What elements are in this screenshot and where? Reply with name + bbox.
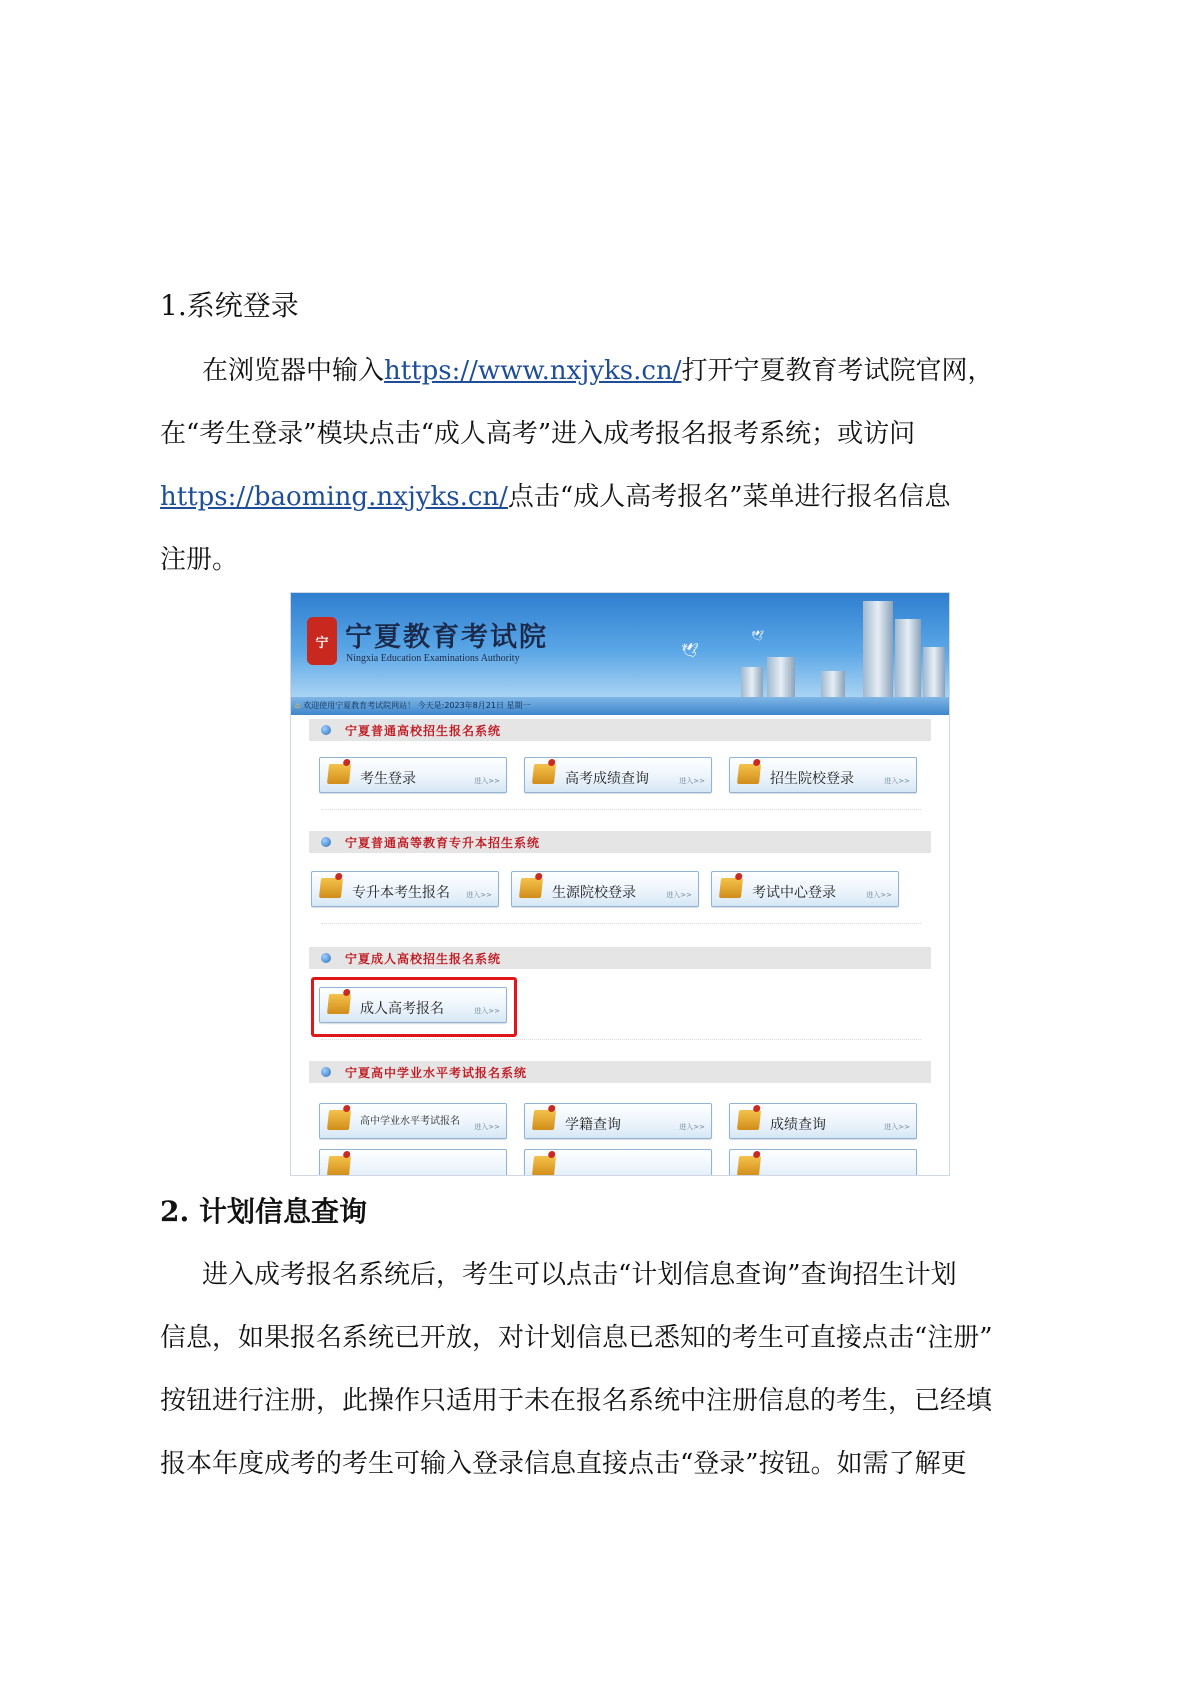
student-login-button[interactable]: 考生登录 进入>> [319, 757, 507, 793]
para-line-4: 报本年度成考的考生可输入登录信息直接点击“登录”按钮。如需了解更 [160, 1449, 967, 1479]
divider [321, 923, 921, 924]
section-gaokao: 宁夏普通高校招生报名系统 [309, 719, 931, 741]
folder-icon [532, 1110, 556, 1130]
folder-icon [737, 764, 761, 784]
partial-button[interactable] [319, 1149, 507, 1176]
section-heading-login: 1.系统登录 [160, 289, 299, 322]
folder-icon [719, 878, 743, 898]
partial-button[interactable] [524, 1149, 712, 1176]
folder-icon [737, 1156, 761, 1176]
para-line-2: 信息，如果报名系统已开放，对计划信息已悉知的考生可直接点击“注册” [160, 1323, 993, 1353]
para-line-1: 进入成考报名系统后，考生可以点击“计划信息查询”查询招生计划 [202, 1260, 957, 1290]
folder-icon [327, 764, 351, 784]
skyline-building [895, 619, 921, 697]
para-line-3: 按钮进行注册，此操作只适用于未在报名系统中注册信息的考生，已经填 [160, 1386, 993, 1416]
section-academic-level: 宁夏高中学业水平考试报名系统 [309, 1061, 931, 1083]
section-adult-exam: 宁夏成人高校招生报名系统 [309, 947, 931, 969]
skyline-building [741, 667, 763, 697]
para-line-2: 在“考生登录”模块点击“成人高考”进入成考报名报考系统；或访问 [160, 419, 916, 449]
para-line-1: 在浏览器中输入https://www.nxjyks.cn/打开宁夏教育考试院官网， [202, 356, 994, 386]
dove-icon: 🕊 [751, 631, 764, 642]
folder-icon [519, 878, 543, 898]
score-query-button[interactable]: 高考成绩查询 进入>> [524, 757, 712, 793]
para-line-3: https://baoming.nxjyks.cn/点击“成人高考报名”菜单进行报名信息 [160, 482, 951, 512]
divider [321, 809, 921, 810]
folder-icon [737, 1110, 761, 1130]
grade-query-button[interactable]: 成绩查询 进入>> [729, 1103, 917, 1139]
section-heading-plan-query: 2. 计划信息查询 [160, 1195, 367, 1228]
login-instructions [160, 340, 1045, 592]
section-zhuanshengben: 宁夏普通高等教育专升本招生系统 [309, 831, 931, 853]
brand-title: 宁夏教育考试院 [345, 622, 548, 653]
bullet-icon [321, 1067, 331, 1077]
folder-icon [532, 764, 556, 784]
plan-query-instructions [160, 1244, 1045, 1496]
exam-center-login-button[interactable]: 考试中心登录 进入>> [711, 871, 899, 907]
authority-seal-logo: 宁 [307, 617, 337, 665]
skyline-building [863, 601, 893, 697]
registration-site-link[interactable]: https://baoming.nxjyks.cn/ [160, 482, 508, 512]
folder-icon [327, 1156, 351, 1176]
para-line-4: 注册。 [160, 545, 239, 575]
bullet-icon [321, 725, 331, 735]
folder-icon [319, 878, 343, 898]
website-screenshot [290, 592, 950, 1176]
brand-subtitle: Ningxia Education Examinations Authority [346, 653, 520, 664]
adult-exam-registration-button[interactable]: 成人高考报名 进入>> [319, 987, 507, 1023]
official-site-link[interactable]: https://www.nxjyks.cn/ [384, 356, 682, 386]
site-banner [291, 593, 949, 697]
bullet-icon [321, 953, 331, 963]
source-college-login-button[interactable]: 生源院校登录 进入>> [511, 871, 699, 907]
college-login-button[interactable]: 招生院校登录 进入>> [729, 757, 917, 793]
dove-icon: 🕊 [681, 643, 699, 659]
upgrade-registration-button[interactable]: 专升本考生报名 进入>> [311, 871, 499, 907]
bullet-icon [321, 837, 331, 847]
partial-button[interactable] [729, 1149, 917, 1176]
academic-exam-registration-button[interactable]: 高中学业水平考试报名 进入>> [319, 1103, 507, 1139]
welcome-bar: ⌂ 欢迎使用宁夏教育考试院网站！ 今天是:2023年8月21日 星期一 [291, 697, 949, 715]
skyline-building [923, 647, 945, 697]
home-icon: ⌂ [295, 701, 301, 710]
student-status-query-button[interactable]: 学籍查询 进入>> [524, 1103, 712, 1139]
folder-icon [327, 1110, 351, 1130]
divider [321, 1039, 921, 1040]
skyline-building [767, 657, 795, 697]
folder-icon [327, 994, 351, 1014]
folder-icon [532, 1156, 556, 1176]
skyline-building [821, 671, 845, 697]
